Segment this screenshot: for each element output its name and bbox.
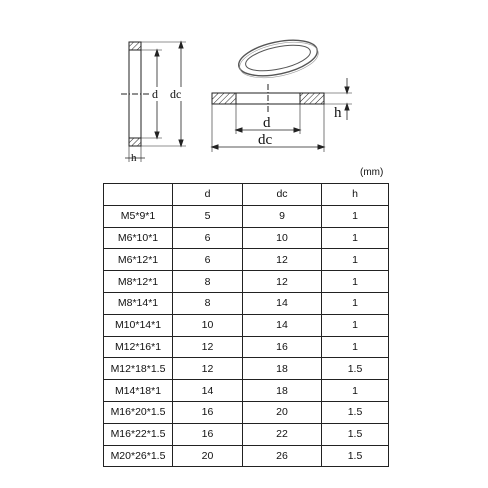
cell-dc: 10 bbox=[243, 227, 322, 249]
cell-d: 12 bbox=[173, 336, 243, 358]
cell-h: 1 bbox=[322, 314, 389, 336]
cell-dc: 12 bbox=[243, 271, 322, 293]
cell-model: M10*14*1 bbox=[104, 314, 173, 336]
cell-h: 1 bbox=[322, 336, 389, 358]
cell-model: M8*12*1 bbox=[104, 271, 173, 293]
cell-d: 16 bbox=[173, 401, 243, 423]
cell-d: 6 bbox=[173, 249, 243, 271]
cell-dc: 18 bbox=[243, 380, 322, 402]
cell-model: M12*16*1 bbox=[104, 336, 173, 358]
header-dc: dc bbox=[243, 184, 322, 206]
table-row bbox=[104, 292, 389, 314]
table-row bbox=[104, 380, 389, 402]
cell-dc: 18 bbox=[243, 358, 322, 380]
cell-h: 1.5 bbox=[322, 445, 389, 467]
cell-d: 16 bbox=[173, 423, 243, 445]
table-row bbox=[104, 423, 389, 445]
cell-d: 12 bbox=[173, 358, 243, 380]
cell-dc: 14 bbox=[243, 292, 322, 314]
cell-model: M12*18*1.5 bbox=[104, 358, 173, 380]
table-row bbox=[104, 314, 389, 336]
cell-d: 8 bbox=[173, 292, 243, 314]
cell-d: 5 bbox=[173, 205, 243, 227]
cell-dc: 14 bbox=[243, 314, 322, 336]
header-d: d bbox=[173, 184, 243, 206]
cell-dc: 16 bbox=[243, 336, 322, 358]
cell-model: M5*9*1 bbox=[104, 205, 173, 227]
cell-dc: 26 bbox=[243, 445, 322, 467]
table-row bbox=[104, 227, 389, 249]
washer-dimension-diagram bbox=[0, 0, 488, 170]
cell-d: 6 bbox=[173, 227, 243, 249]
cell-h: 1.5 bbox=[322, 423, 389, 445]
cell-model: M6*10*1 bbox=[104, 227, 173, 249]
cell-model: M14*18*1 bbox=[104, 380, 173, 402]
side-view-h-label: h bbox=[131, 152, 137, 164]
header-h: h bbox=[322, 184, 389, 206]
cell-dc: 20 bbox=[243, 401, 322, 423]
cell-d: 14 bbox=[173, 380, 243, 402]
section-view bbox=[212, 78, 352, 152]
cell-model: M8*14*1 bbox=[104, 292, 173, 314]
table-row bbox=[104, 358, 389, 380]
side-view-dc-label: dc bbox=[170, 87, 182, 101]
table-header-row bbox=[104, 184, 389, 206]
cell-h: 1.5 bbox=[322, 358, 389, 380]
header-model bbox=[104, 184, 173, 206]
section-view-dc-label: dc bbox=[258, 132, 273, 148]
spec-table bbox=[103, 183, 389, 467]
cell-model: M16*20*1.5 bbox=[104, 401, 173, 423]
cell-model: M16*22*1.5 bbox=[104, 423, 173, 445]
table-row bbox=[104, 249, 389, 271]
cell-h: 1 bbox=[322, 249, 389, 271]
cell-model: M6*12*1 bbox=[104, 249, 173, 271]
section-view-h-label: h bbox=[334, 105, 342, 121]
unit-label: (mm) bbox=[360, 167, 384, 178]
cell-dc: 9 bbox=[243, 205, 322, 227]
table-row bbox=[104, 336, 389, 358]
table-row bbox=[104, 205, 389, 227]
cell-model: M20*26*1.5 bbox=[104, 445, 173, 467]
cell-dc: 12 bbox=[243, 249, 322, 271]
side-view-d-label: d bbox=[152, 87, 158, 101]
washer-perspective-view bbox=[236, 34, 322, 84]
cell-h: 1 bbox=[322, 380, 389, 402]
cell-d: 20 bbox=[173, 445, 243, 467]
cell-h: 1.5 bbox=[322, 401, 389, 423]
section-view-d-label: d bbox=[263, 115, 271, 131]
table-row bbox=[104, 401, 389, 423]
cell-d: 8 bbox=[173, 271, 243, 293]
cell-h: 1 bbox=[322, 271, 389, 293]
cell-h: 1 bbox=[322, 205, 389, 227]
cell-h: 1 bbox=[322, 292, 389, 314]
table-row bbox=[104, 271, 389, 293]
cell-d: 10 bbox=[173, 314, 243, 336]
cell-dc: 22 bbox=[243, 423, 322, 445]
cell-h: 1 bbox=[322, 227, 389, 249]
table-row bbox=[104, 445, 389, 467]
side-view bbox=[121, 42, 186, 162]
